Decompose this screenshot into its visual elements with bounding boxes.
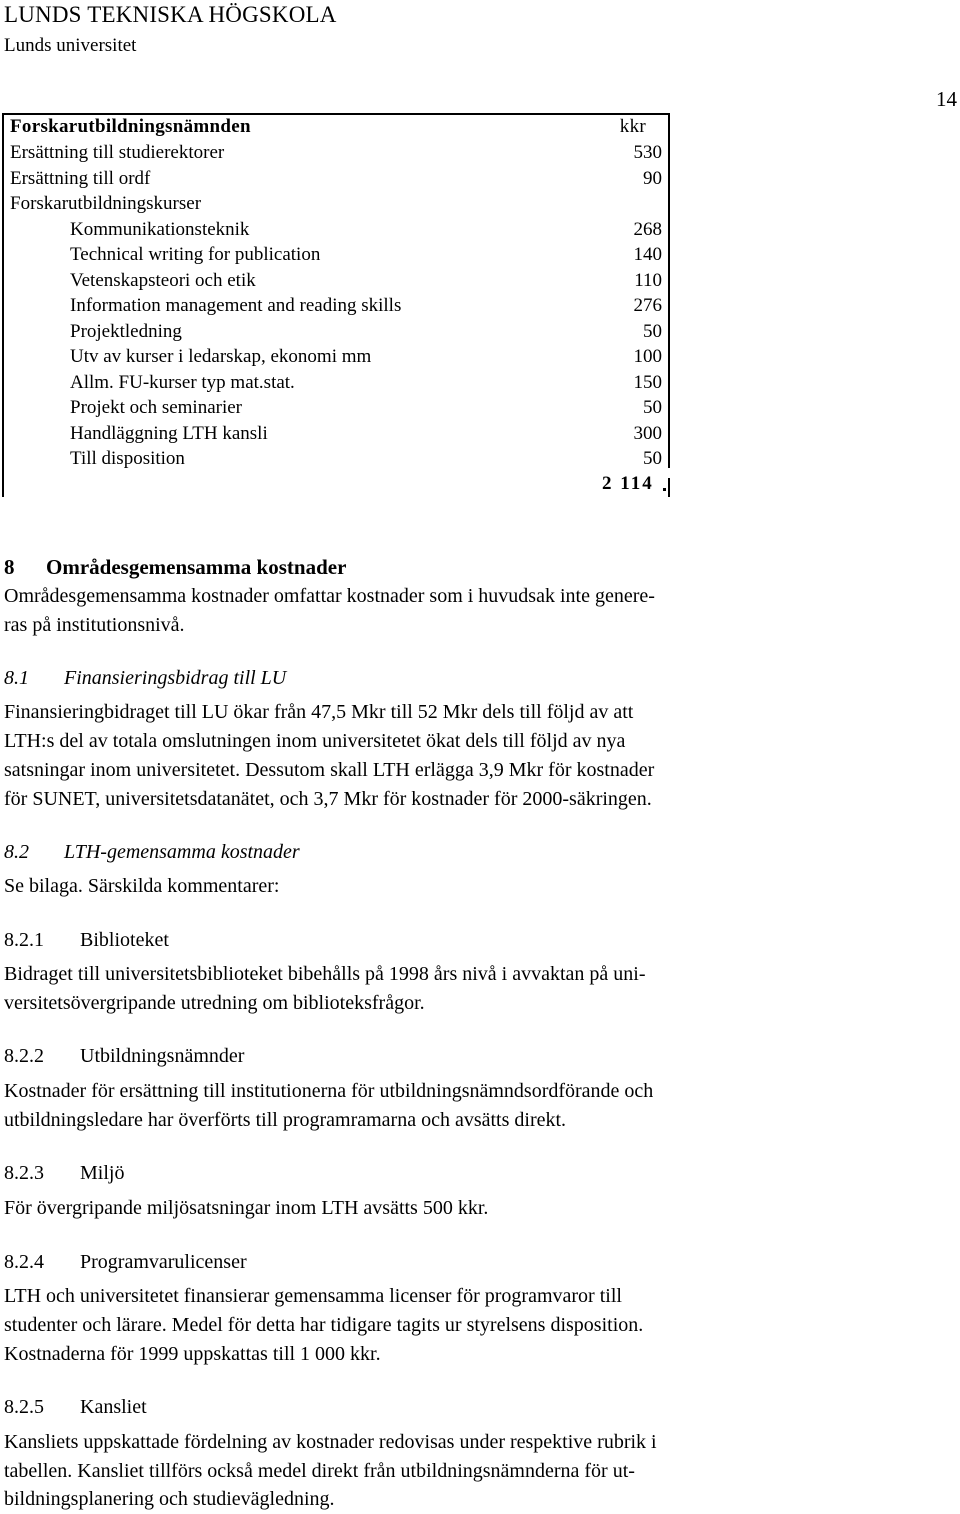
section-8-2-4-line-2: studenter och lärare. Medel för detta har tidigare tagits ur styrelsens disposition. [4,1314,644,1336]
page-number: 14 [936,87,957,111]
table-row-label: Handläggning LTH kansli [70,422,268,444]
section-8-2-4-title: Programvarulicenser [80,1251,247,1273]
section-8-2-4-heading [4,1248,247,1277]
section-8-2-2-heading [4,1042,244,1071]
total-marker-dot [663,488,666,491]
section-8-2-1-line-2: versitetsövergripande utredning om biblioteksfrågor. [4,992,425,1014]
section-8-2-2-title: Utbildningsnämnder [80,1045,245,1067]
table-row [10,321,662,346]
section-8-1-line-3: satsningar inom universitetet. Dessutom skall LTH erlägga 3,9 Mkr för kostnader [4,759,655,781]
section-8-1-line-2: LTH:s del av totala omslutningen inom universitetet ökat dels till följd av nya [4,730,626,752]
table-row-label: Ersättning till ordf [10,167,151,189]
table-row [10,193,662,218]
table-unit: kkr [619,116,646,137]
section-8-1-title: Finansieringsbidrag till LU [64,667,287,689]
section-8-heading [4,553,346,582]
section-8-2-1-number: 8.2.1 [4,929,44,951]
section-8-2-2-line-1: Kostnader för ersättning till institutionerna för utbildningsnämndsordförande och [4,1080,654,1102]
table-total: 2 114 [602,473,654,494]
section-8-2-3-title: Miljö [80,1162,125,1184]
section-8-1-heading [4,664,286,693]
institution-name: LUNDS TEKNISKA HÖGSKOLA [4,2,337,27]
section-8-line-2: ras på institutionsnivå. [4,614,185,636]
table-row-value: 110 [634,269,662,291]
table-row-label: Ersättning till studierektorer [10,142,225,163]
table-row [10,448,662,473]
table-row [10,397,662,422]
table-row [10,423,662,448]
table-row-label: Till disposition [70,448,185,469]
section-8-2-3-heading [4,1159,124,1188]
table-row [10,295,662,320]
section-8-number: 8 [4,555,15,579]
section-8-2-title: LTH-gemensamma kostnader [64,841,300,863]
table-row [10,372,662,397]
table-row-value: 50 [643,320,662,342]
table-row [10,168,662,193]
section-8-1-number: 8.1 [4,667,29,689]
table-row-label: Kommunikationsteknik [70,218,250,240]
table-row-value: 276 [633,295,662,316]
table-row-value: 100 [633,346,662,367]
section-8-2-5-title: Kansliet [80,1396,147,1418]
table-top-border [2,113,670,115]
table-row [10,142,662,167]
university-name: Lunds universitet [4,35,137,56]
section-8-2-5-line-3: bildningsplanering och studievägledning. [4,1488,335,1510]
table-row-value: 140 [633,244,662,265]
table-left-border [2,113,4,497]
section-8-2-heading [4,838,300,867]
table-row [10,219,662,244]
table-row [10,244,662,269]
table-row-value: 300 [633,422,662,444]
section-8-2-1-title: Biblioteket [80,929,169,951]
section-8-1-line-1: Finansieringbidraget till LU ökar från 47,5 Mkr till 52 Mkr dels till följd av att [4,701,634,723]
section-8-2-5-heading [4,1393,147,1422]
section-8-2-4-line-1: LTH och universitetet finansierar gemensamma licenser för programvaror till [4,1285,622,1307]
section-8-2-4-number: 8.2.4 [4,1251,44,1273]
table-header-row [10,116,662,141]
table-row-value: 150 [633,371,662,393]
table-row-label: Technical writing for publication [70,244,321,265]
section-8-2-3-number: 8.2.3 [4,1162,44,1184]
section-8-title: Områdesgemensamma kostnader [46,555,347,579]
table-row-label: Utv av kurser i ledarskap, ekonomi mm [70,346,372,367]
table-row-value: 50 [643,397,662,418]
table-row-label: Forskarutbildningskurser [10,193,202,214]
table-row [10,270,662,295]
table-row-label: Projekt och seminarier [70,397,243,418]
section-8-2-line-1: Se bilaga. Särskilda kommentarer: [4,875,280,897]
section-8-2-2-number: 8.2.2 [4,1045,44,1067]
table-row-value: 90 [643,167,662,189]
section-8-2-5-number: 8.2.5 [4,1396,44,1418]
table-row-label: Information management and reading skills [70,295,402,316]
table-row-label: Allm. FU-kurser typ mat.stat. [70,371,295,393]
table-total-border [668,478,670,497]
section-8-2-4-line-3: Kostnaderna för 1999 uppskattas till 1 000 kkr. [4,1343,381,1365]
section-8-2-2-line-2: utbildningsledare har överförts till programramarna och avsätts direkt. [4,1109,567,1131]
section-8-2-number: 8.2 [4,841,29,863]
section-8-2-3-line-1: För övergripande miljösatsningar inom LTH avsätts 500 kkr. [4,1197,489,1219]
section-8-2-5-line-1: Kansliets uppskattade fördelning av kostnader redovisas under respektive rubrik i [4,1431,657,1453]
section-8-2-5-line-2: tabellen. Kansliet tillförs också medel direkt från utbildningsnämnderna för ut- [4,1460,635,1482]
table-right-border [668,113,670,468]
table-row-label: Vetenskapsteori och etik [70,269,256,291]
section-8-1-line-4: för SUNET, universitetsdatanätet, och 3,7 Mkr för kostnader för 2000-säkringen. [4,788,652,810]
table-row [10,346,662,371]
table-row-value: 268 [633,218,662,240]
table-row-value: 530 [633,142,662,163]
table-row-value: 50 [643,448,662,469]
section-8-2-1-line-1: Bidraget till universitetsbiblioteket bibehålls på 1998 års nivå i avvaktan på uni- [4,963,646,985]
section-8-2-1-heading [4,926,169,955]
table-row-label: Projektledning [70,320,182,342]
table-title: Forskarutbildningsnämnden [10,116,251,137]
section-8-line-1: Områdesgemensamma kostnader omfattar kostnader som i huvudsak inte genere- [4,585,655,607]
